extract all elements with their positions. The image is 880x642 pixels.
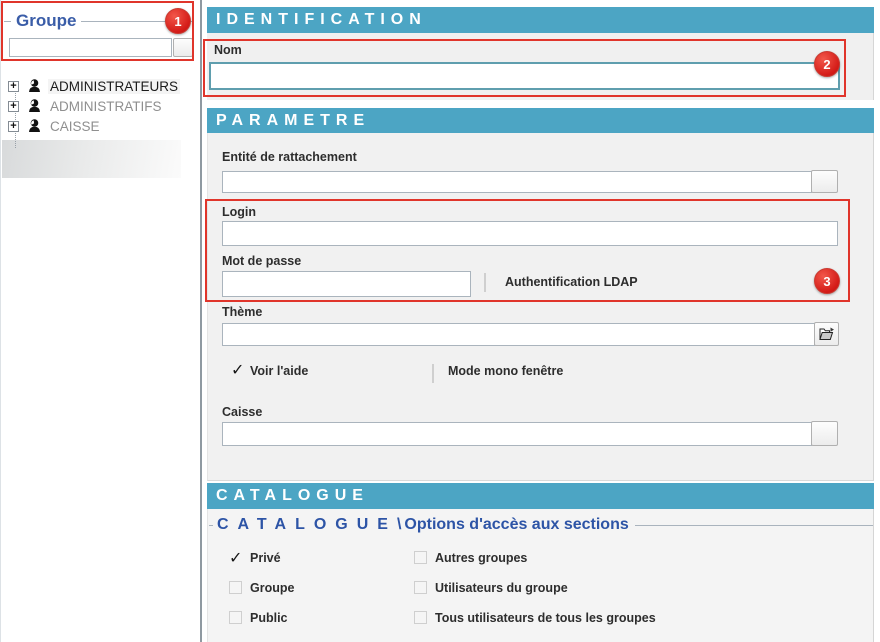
expand-plus-icon[interactable] xyxy=(8,121,19,132)
catalogue-subtitle-separator: \ xyxy=(396,516,402,533)
catalogue-subtitle-text: Options d'accès aux sections xyxy=(404,516,629,533)
entite-label: Entité de rattachement xyxy=(222,150,357,164)
autres-groupes-label: Autres groupes xyxy=(435,550,528,565)
theme-input[interactable] xyxy=(222,323,815,346)
tous-utilisateurs-checkbox[interactable] xyxy=(414,611,427,624)
public-label: Public xyxy=(250,610,288,625)
prive-checkbox[interactable] xyxy=(229,551,242,564)
prive-label: Privé xyxy=(250,550,281,565)
option-utilisateurs-du-groupe xyxy=(414,579,568,596)
mode-mono-checkbox[interactable] xyxy=(432,364,434,383)
expand-plus-icon[interactable] xyxy=(8,101,19,112)
nom-label: Nom xyxy=(214,43,242,57)
login-label: Login xyxy=(222,205,257,219)
tree-item-caisse[interactable] xyxy=(3,116,193,136)
entite-input[interactable] xyxy=(222,171,812,193)
tous-utilisateurs-label: Tous utilisateurs de tous les groupes xyxy=(435,610,656,625)
public-checkbox[interactable] xyxy=(229,611,242,624)
groupe-label: Groupe xyxy=(250,580,295,595)
group-filter-button[interactable] xyxy=(173,38,193,57)
catalogue-subtitle-row xyxy=(209,513,873,537)
mode-mono-label: Mode mono fenêtre xyxy=(448,364,564,378)
option-tous-utilisateurs xyxy=(414,609,656,626)
tree-connector-line xyxy=(15,88,16,148)
legend-line xyxy=(635,525,873,526)
legend-line xyxy=(4,21,11,22)
nom-input[interactable] xyxy=(209,62,840,90)
password-input[interactable] xyxy=(222,271,471,297)
catalogue-section-header: CATALOGUE xyxy=(207,483,874,509)
tree-selection-highlight xyxy=(2,140,181,178)
group-icon xyxy=(26,118,43,134)
option-groupe xyxy=(229,579,294,596)
option-prive xyxy=(229,549,281,566)
password-label: Mot de passe xyxy=(222,254,302,268)
caisse-input[interactable] xyxy=(222,422,812,446)
theme-browse-button[interactable] xyxy=(814,322,839,346)
group-tree xyxy=(3,76,193,136)
annotation-badge-3: 3 xyxy=(814,268,840,294)
tree-item-label[interactable]: CAISSE xyxy=(50,118,100,134)
voir-aide-label: Voir l'aide xyxy=(250,364,309,378)
catalogue-subtitle-word: CATALOGUE xyxy=(217,516,397,533)
annotation-badge-2: 2 xyxy=(814,51,840,77)
expand-plus-icon[interactable] xyxy=(8,81,19,92)
tree-item-administratifs[interactable] xyxy=(3,96,193,116)
tree-item-administrateurs[interactable] xyxy=(3,76,193,96)
autres-groupes-checkbox[interactable] xyxy=(414,551,427,564)
option-public xyxy=(229,609,288,626)
annotation-badge-1: 1 xyxy=(165,8,191,34)
entite-lookup-button[interactable] xyxy=(811,170,838,193)
option-autres-groupes xyxy=(414,549,527,566)
group-icon xyxy=(26,98,43,114)
tree-item-label[interactable]: ADMINISTRATIFS xyxy=(50,98,162,114)
ldap-checkbox[interactable] xyxy=(484,273,486,292)
caisse-lookup-button[interactable] xyxy=(811,421,838,446)
group-filter-input[interactable] xyxy=(9,38,172,57)
voir-aide-checkbox[interactable] xyxy=(231,363,233,382)
ldap-label: Authentification LDAP xyxy=(505,275,638,289)
tree-item-label[interactable]: ADMINISTRATEURS xyxy=(50,78,179,94)
group-sidebar xyxy=(0,0,202,642)
parametre-section-header: PARAMETRE xyxy=(207,108,874,133)
groupe-checkbox[interactable] xyxy=(229,581,242,594)
sidebar-title: Groupe xyxy=(16,11,77,30)
caisse-label: Caisse xyxy=(222,405,263,419)
open-folder-icon xyxy=(819,327,835,341)
utilisateurs-du-groupe-checkbox[interactable] xyxy=(414,581,427,594)
group-icon xyxy=(26,78,43,94)
utilisateurs-du-groupe-label: Utilisateurs du groupe xyxy=(435,580,568,595)
identification-section-header: IDENTIFICATION xyxy=(207,7,874,33)
login-input[interactable] xyxy=(222,221,838,246)
theme-label: Thème xyxy=(222,305,263,319)
